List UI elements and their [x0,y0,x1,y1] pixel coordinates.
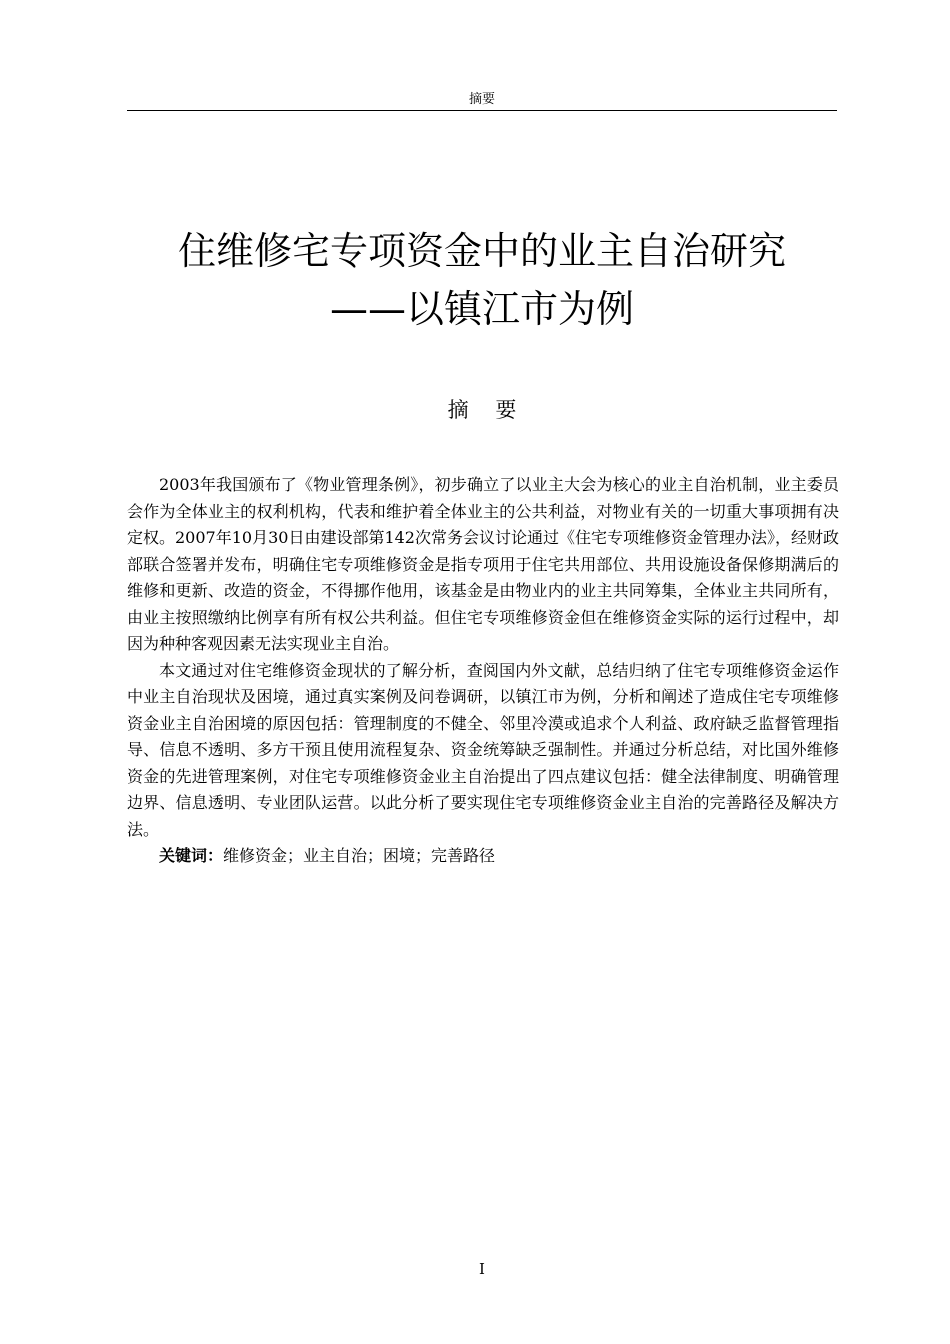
keywords-line [127,843,839,870]
keywords-text: 维修资金；业主自治；困境；完善路径 [223,846,496,865]
abstract-paragraph-2: 本文通过对住宅维修资金现状的了解分析，查阅国内外文献，总结归纳了住宅专项维修资金运作中业主自治现状及困境，通过真实案例及问卷调研，以镇江市为例，分析和阐述了造成住宅专项维修资金业主自治困境的原因包括：管理制度的不健全、邻里冷漠或追求个人利益、政府缺乏监督管理指导、信息不透明、多方干预且使用流程复杂、资金统筹缺乏强制性。并通过分析总结，对比国外维修资金的先进管理案例，对住宅专项维修资金业主自治提出了四点建议包括：健全法律制度、明确管理边界、信息透明、专业团队运营。以此分析了要实现住宅专项维修资金业主自治的完善路径及解决方法。 [127,660,839,839]
thesis-title [100,222,864,338]
header-rule [127,110,837,111]
title-line-main: 住维修宅专项资金中的业主自治研究 [177,229,786,273]
keywords-label: 关键词： [159,846,224,865]
running-header: 摘要 [468,92,495,107]
abstract-body [127,472,839,870]
abstract-paragraph-1: 2003年我国颁布了《物业管理条例》，初步确立了以业主大会为核心的业主自治机制，业主委员会作为全体业主的权利机构，代表和维护着全体业主的公共利益，对物业有关的一切重大事项拥有决定权。2007年10月30日由建设部第142次常务会议讨论通过《住宅专项维修资金管理办法》，经财政部联合签署并发布，明确住宅专项维修资金是指专项用于住宅共用部位、共用设施设备保修期满后的维修和更新、改造的资金，不得挪作他用，该基金是由物业内的业主共同筹集，全体业主共同所有，由业主按照缴纳比例享有所有权公共利益。但住宅专项维修资金但在维修资金实际的运行过程中，却因为种种客观因素无法实现业主自治。 [127,475,839,653]
abstract-heading: 摘 要 [447,398,527,422]
page-number: I [479,1260,485,1278]
title-line-subtitle: ——以镇江市为例 [329,287,634,331]
